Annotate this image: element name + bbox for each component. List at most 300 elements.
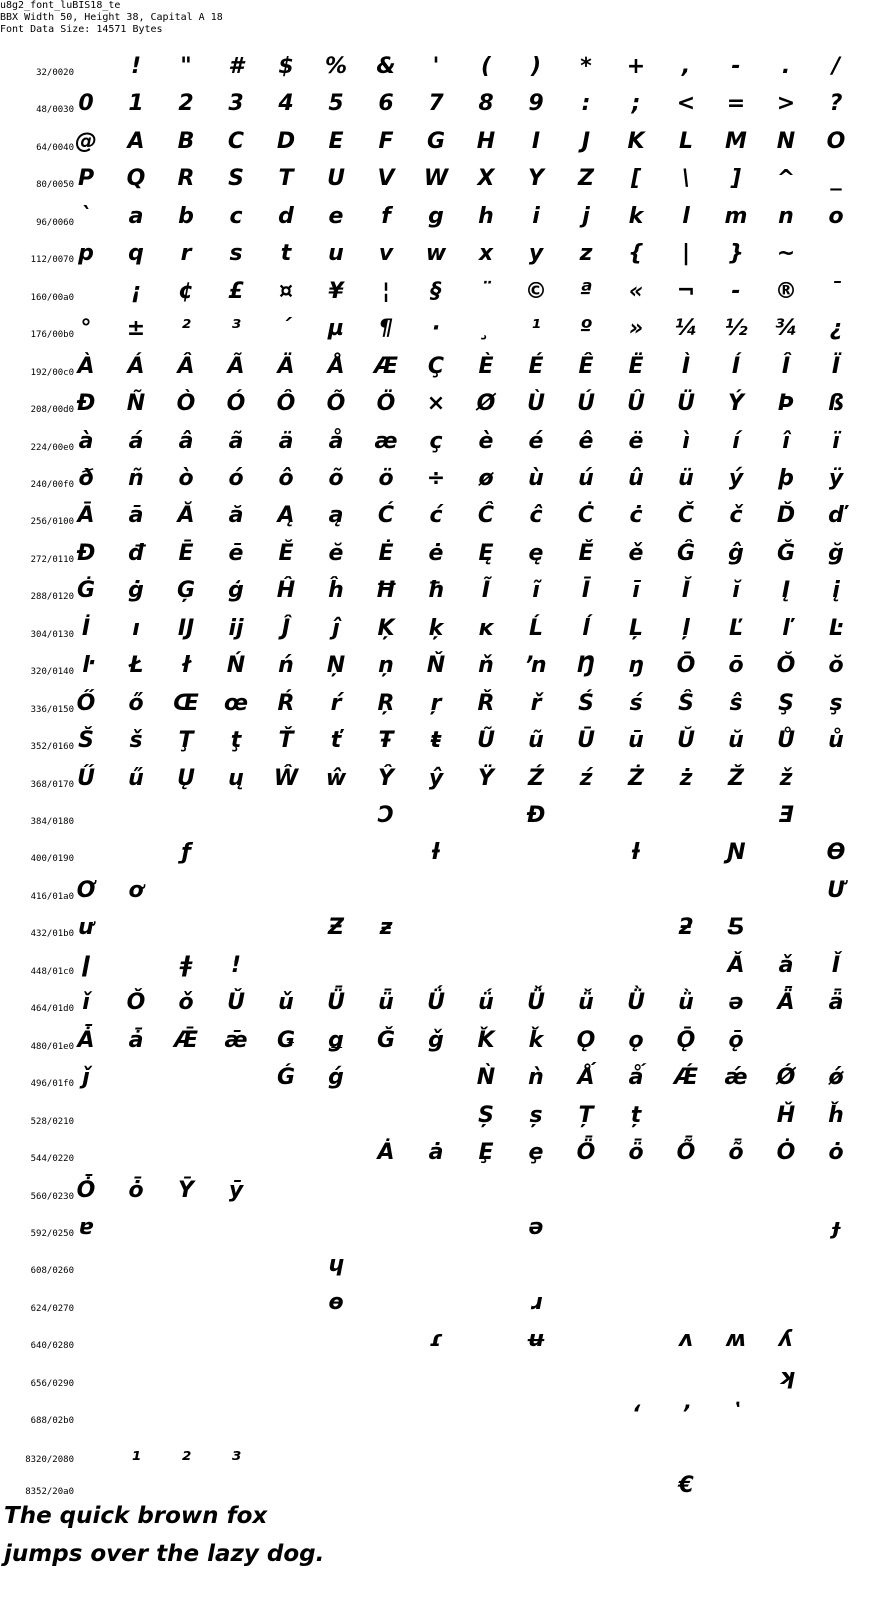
glyph-row [0,831,869,868]
glyph-cell: ɵ [328,1290,344,1315]
glyph-cell: ô [278,466,294,491]
glyph-cell: ' [432,54,440,79]
glyph-cell: ǜ [678,990,694,1015]
glyph-cell: ɐ [78,1215,94,1240]
glyph-cell: ʻ [631,1402,641,1427]
glyph-cell: Ű [77,766,95,791]
glyph-cell: ÿ [828,466,844,491]
glyph-cell: Ď [776,503,796,528]
glyph-cell: j [582,204,590,229]
glyph-cell: ł [181,653,191,678]
glyph-cell: ʌ [678,1327,694,1352]
glyph-cell: Ǥ [276,1028,296,1053]
glyph-cell: ĕ [328,541,344,566]
glyph-cell: ǘ [478,990,494,1015]
glyph-row [0,195,869,232]
glyph-row [0,494,869,531]
glyph-cell: 8 [478,91,494,116]
glyph-cell: Ŕ [277,691,295,716]
glyph-cell: ĥ [328,578,344,603]
glyph-cell: Ï [831,354,841,379]
row-code-label: 352/0160 [30,742,74,752]
glyph-cell: Ê [578,354,594,379]
glyph-cell: × [426,391,446,416]
glyph-cell: ¶ [379,316,393,341]
glyph-cell: Ǐ [831,953,841,978]
glyph-cell: ƚ [632,840,640,865]
glyph-cell: ō [728,653,744,678]
glyph-cell: ơ [128,878,144,903]
glyph-cell: Ȧ [377,1140,395,1165]
glyph-cell: , [681,54,691,79]
glyph-cell: © [525,279,547,304]
glyph-row [0,532,869,569]
glyph-cell: Œ [173,691,199,716]
glyph-cell: ´ [280,316,292,341]
glyph-cell: ǟ [828,990,844,1015]
glyph-cell: Ȟ [776,1103,796,1128]
glyph-cell: N [776,129,796,154]
glyph-cell: ¯ [830,279,842,304]
glyph-cell: ® [775,279,797,304]
glyph-cell: ń [278,653,294,678]
glyph-cell: ŋ [628,653,644,678]
glyph-cell: ā [128,503,144,528]
glyph-cell: ż [679,766,693,791]
glyph-cell: Å [327,354,345,379]
row-code-label: 480/01e0 [30,1042,74,1052]
glyph-cell: ñ [128,466,144,491]
glyph-cell: Ķ [377,616,395,641]
row-code-label: 32/0020 [36,68,74,78]
glyph-cell: ģ [228,578,244,603]
glyph-cell: ȭ [728,1140,744,1165]
glyph-cell: Ǵ [276,1065,296,1090]
glyph-cell: ǒ [178,990,194,1015]
glyph-cell: č [729,503,743,528]
row-code-label: 464/01d0 [30,1004,74,1014]
glyph-cell: ǔ [278,990,294,1015]
row-code-label: 176/00b0 [30,330,74,340]
row-code-label: 416/01a0 [30,892,74,902]
glyph-row [0,420,869,457]
glyph-cell: Ē [178,541,194,566]
glyph-cell: Đ [526,803,546,828]
glyph-cell: p [78,241,94,266]
glyph-cell: Ě [578,541,594,566]
row-code-label: 272/0110 [30,555,74,565]
glyph-cell: Ɵ [826,840,846,865]
glyph-cell: Ǩ [477,1028,495,1053]
glyph-cell: Ǝ [778,803,794,828]
glyph-cell: ì [682,429,690,454]
glyph-cell: € [678,1473,694,1498]
glyph-cell: º [579,316,593,341]
glyph-cell: ý [728,466,744,491]
glyph-cell: Ĥ [276,578,296,603]
glyph-row [0,345,869,382]
glyph-cell: ǻ [628,1065,644,1090]
glyph-cell: @ [75,129,97,154]
glyph-cell: Ĵ [281,616,291,641]
glyph-cell: k [628,204,644,229]
glyph-row [0,1206,869,1243]
glyph-cell: Ć [377,503,395,528]
glyph-cell: ɟ [832,1215,840,1240]
glyph-row [0,569,869,606]
glyph-cell: ś [629,691,643,716]
row-code-label: 624/0270 [30,1304,74,1314]
glyph-cell: Ũ [477,728,495,753]
glyph-cell: Ł [128,653,144,678]
glyph-cell: ĸ [478,616,494,641]
glyph-cell: â [178,429,194,454]
glyph-cell: Ó [226,391,246,416]
glyph-cell: Ȯ [776,1140,796,1165]
glyph-cell: ǰ [82,1065,90,1090]
glyph-cell: Ǹ [476,1065,496,1090]
glyph-cell: ď [828,503,844,528]
glyph-cell: ħ [427,578,445,603]
glyph-cell: ŭ [728,728,744,753]
glyph-cell: ķ [428,616,444,641]
glyph-cell: ! [130,54,142,79]
glyph-cell: ȩ [528,1140,544,1165]
glyph-cell: [ [630,166,642,191]
glyph-cell: Đ [76,541,96,566]
glyph-cell: ` [80,204,92,229]
glyph-cell: Ń [226,653,246,678]
glyph-cell: ɥ [328,1252,344,1277]
glyph-cell: Ļ [628,616,644,641]
glyph-cell: Ň [426,653,446,678]
row-code-label: 496/01f0 [30,1079,74,1089]
glyph-cell: h [478,204,494,229]
glyph-cell: Ì [681,354,691,379]
glyph-cell: Ü [677,391,695,416]
glyph-cell: Ş [778,691,794,716]
glyph-cell: Ș [478,1103,494,1128]
glyph-cell: Á [127,354,145,379]
glyph-cell: ¾ [774,316,798,341]
glyph-cell: Ǡ [77,1028,95,1053]
row-code-label: 224/00e0 [30,443,74,453]
row-code-label: 544/0220 [30,1154,74,1164]
glyph-cell: Ŋ [576,653,596,678]
glyph-cell: ŗ [430,691,442,716]
glyph-cell: ½ [724,316,748,341]
glyph-cell: - [731,54,741,79]
glyph-cell: ^ [776,166,796,191]
glyph-cell: ė [428,541,444,566]
row-code-label: 432/01b0 [30,929,74,939]
glyph-cell: Ç [427,354,445,379]
glyph-row [0,1243,869,1280]
glyph-cell: ũ [528,728,544,753]
glyph-cell: à [78,429,94,454]
glyph-cell: ǀ [81,953,91,978]
glyph-cell: é [528,429,544,454]
glyph-cell: ƒ [181,840,191,865]
glyph-row [0,1019,869,1056]
glyph-cell: ű [128,766,144,791]
glyph-cell: ŝ [729,691,743,716]
glyph-cell: Ĳ [177,616,195,641]
glyph-cell: ¹ [531,316,541,341]
glyph-cell: ċ [629,503,643,528]
glyph-cell: Ĝ [676,541,696,566]
glyph-row [0,457,869,494]
glyph-cell: á [128,429,144,454]
glyph-cell: Ä [277,354,295,379]
glyph-cell: Q [126,166,146,191]
glyph-cell: ʽ [731,1402,741,1427]
glyph-cell: Z [578,166,594,191]
row-code-label: 48/0030 [36,105,74,115]
glyph-cell: ȟ [828,1103,844,1128]
glyph-cell: Ġ [76,578,96,603]
glyph-cell: ¤ [279,279,293,304]
glyph-row [0,1094,869,1131]
glyph-cell: Ǟ [777,990,795,1015]
glyph-cell: O [826,129,846,154]
glyph-cell: Ĭ [681,578,691,603]
glyph-cell: Ǔ [227,990,245,1015]
glyph-cell: ş [829,691,843,716]
glyph-cell: Ą [277,503,295,528]
glyph-cell: J [581,129,591,154]
glyph-cell: Ö [376,391,396,416]
glyph-cell: K [627,129,645,154]
glyph-cell: ò [178,466,194,491]
glyph-cell: Ÿ [478,766,494,791]
glyph-cell: 7 [428,91,444,116]
glyph-cell: d [278,204,294,229]
glyph-cell: C [227,129,245,154]
glyph-cell: ¥ [328,279,344,304]
glyph-cell: m [724,204,748,229]
row-code-label: 400/0190 [30,854,74,864]
glyph-cell: ó [228,466,244,491]
glyph-cell: } [728,241,744,266]
glyph-cell: S [228,166,244,191]
row-code-label: 192/00c0 [30,368,74,378]
glyph-cell: f [381,204,391,229]
glyph-cell: + [626,54,646,79]
row-code-label: 592/0250 [30,1229,74,1239]
glyph-cell: Ū [577,728,595,753]
glyph-cell: Ɔ [377,803,395,828]
glyph-cell: ĭ [732,578,740,603]
glyph-cell: ŏ [828,653,844,678]
glyph-cell: ù [528,466,544,491]
glyph-cell: Ų [177,766,195,791]
glyph-cell: ; [631,91,641,116]
glyph-cell: ǃ [231,953,241,978]
glyph-cell: y [528,241,544,266]
glyph-cell: z [579,241,593,266]
glyph-cell: Ƶ [328,915,344,940]
glyph-cell: Ý [728,391,744,416]
glyph-cell: r [180,241,192,266]
glyph-cell: Ŧ [378,728,394,753]
glyph-cell: o [828,204,844,229]
glyph-cell: b [178,204,194,229]
glyph-cell: ɹ [530,1290,542,1315]
glyph-cell: Ţ [178,728,194,753]
glyph-cell: ǡ [128,1028,144,1053]
glyph-row [0,1056,869,1093]
glyph-cell: µ [327,316,345,341]
glyph-cell: Č [677,503,695,528]
glyph-cell: ž [779,766,793,791]
glyph-cell: Ā [77,503,95,528]
glyph-cell: Ǿ [776,1065,796,1090]
glyph-cell: ª [579,279,593,304]
glyph-cell: s [229,241,243,266]
row-code-label: 304/0130 [30,630,74,640]
glyph-cell: w [425,241,447,266]
glyph-cell: Y [528,166,544,191]
glyph-cell: Ȳ [178,1178,194,1203]
glyph-cell: & [376,54,396,79]
glyph-cell: ¸ [480,316,492,341]
glyph-cell: Ŗ [377,691,395,716]
glyph-row [0,981,869,1018]
glyph-cell: ǽ [724,1065,748,1090]
glyph-cell: ă [228,503,244,528]
glyph-row [0,1281,869,1318]
glyph-cell: ĝ [728,541,744,566]
glyph-cell: Ȫ [576,1140,596,1165]
glyph-cell: ë [628,429,644,454]
glyph-row [0,1131,869,1168]
glyph-cell: å [328,429,344,454]
row-code-label: 608/0260 [30,1266,74,1276]
glyph-cell: | [681,241,691,266]
glyph-cell: Ȱ [76,1178,96,1203]
glyph-cell: V [377,166,395,191]
glyph-cell: ǭ [728,1028,744,1053]
glyph-cell: Ĉ [477,503,495,528]
glyph-cell: Ñ [126,391,146,416]
glyph-cell: Ŭ [677,728,695,753]
glyph-cell: ǣ [224,1028,248,1053]
glyph-cell: ĺ [582,616,590,641]
glyph-cell: 9 [528,91,544,116]
glyph-cell: ö [378,466,394,491]
glyph-cell: ç [429,429,443,454]
glyph-cell: ǖ [378,990,394,1015]
glyph-cell: ő [128,691,144,716]
glyph-cell: ʎ [778,1327,794,1352]
glyph-cell: ä [278,429,294,454]
glyph-cell: Ȭ [676,1140,696,1165]
glyph-cell: B [177,129,195,154]
glyph-cell: ć [429,503,443,528]
glyph-row [0,120,869,157]
glyph-cell: ) [530,54,542,79]
glyph-row [0,1169,869,1206]
glyph-cell: Ơ [76,878,96,903]
glyph-cell: . [781,54,791,79]
glyph-cell: = [726,91,746,116]
glyph-cell: < [676,91,696,116]
glyph-cell: ð [78,466,94,491]
glyph-cell: Þ [777,391,795,416]
glyph-cell: í [732,429,740,454]
glyph-cell: œ [223,691,249,716]
glyph-cell: x [478,241,494,266]
glyph-cell: Ċ [577,503,595,528]
glyph-row [0,307,869,344]
glyph-cell: ¼ [674,316,698,341]
glyph-cell: ǹ [528,1065,544,1090]
glyph-cell: Ř [477,691,495,716]
glyph-cell: ȳ [228,1178,244,1203]
glyph-cell: Ȩ [478,1140,494,1165]
glyph-cell: ï [832,429,840,454]
glyph-cell: è [478,429,494,454]
glyph-cell: Æ [374,354,398,379]
glyph-cell: Ǘ [427,990,445,1015]
glyph-cell: ȫ [628,1140,644,1165]
glyph-cell: ș [529,1103,543,1128]
glyph-cell: ₂ [181,1441,191,1466]
glyph-cell: ± [126,316,146,341]
glyph-cell: ǝ [728,990,744,1015]
glyph-cell: ŉ [525,653,547,678]
glyph-cell: Ǒ [126,990,146,1015]
glyph-cell: ů [828,728,844,753]
row-code-label: 288/0120 [30,592,74,602]
glyph-cell: i [532,204,540,229]
glyph-cell: G [426,129,446,154]
glyph-cell: ǎ [778,953,794,978]
glyph-cell: ə [528,1215,544,1240]
glyph-cell: ǚ [578,990,594,1015]
glyph-cell: 4 [278,91,294,116]
glyph-cell: ğ [828,541,844,566]
row-code-label: 688/02b0 [30,1416,74,1426]
glyph-cell: É [528,354,544,379]
glyph-cell: Ĩ [481,578,491,603]
glyph-cell: È [478,354,494,379]
glyph-cell: A [127,129,145,154]
glyph-cell: Ŝ [678,691,694,716]
glyph-cell: ɾ [429,1327,443,1352]
glyph-cell: · [431,316,441,341]
glyph-row [0,906,869,943]
glyph-cell: Ť [278,728,294,753]
glyph-row [0,157,869,194]
glyph-cell: E [328,129,344,154]
glyph-cell: Û [627,391,645,416]
glyph-cell: 6 [378,91,394,116]
glyph-cell: ? [829,91,843,116]
row-code-label: 80/0050 [36,180,74,190]
glyph-cell: ň [478,653,494,678]
glyph-cell: ʼ [681,1402,691,1427]
glyph-cell: þ [778,466,794,491]
glyph-cell: ǂ [180,953,192,978]
glyph-cell: \ [681,166,691,191]
glyph-cell: ° [80,316,92,341]
glyph-cell: Ħ [375,578,397,603]
glyph-cell: ₁ [131,1441,141,1466]
glyph-cell: Ư [827,878,845,903]
glyph-cell: t [280,241,292,266]
